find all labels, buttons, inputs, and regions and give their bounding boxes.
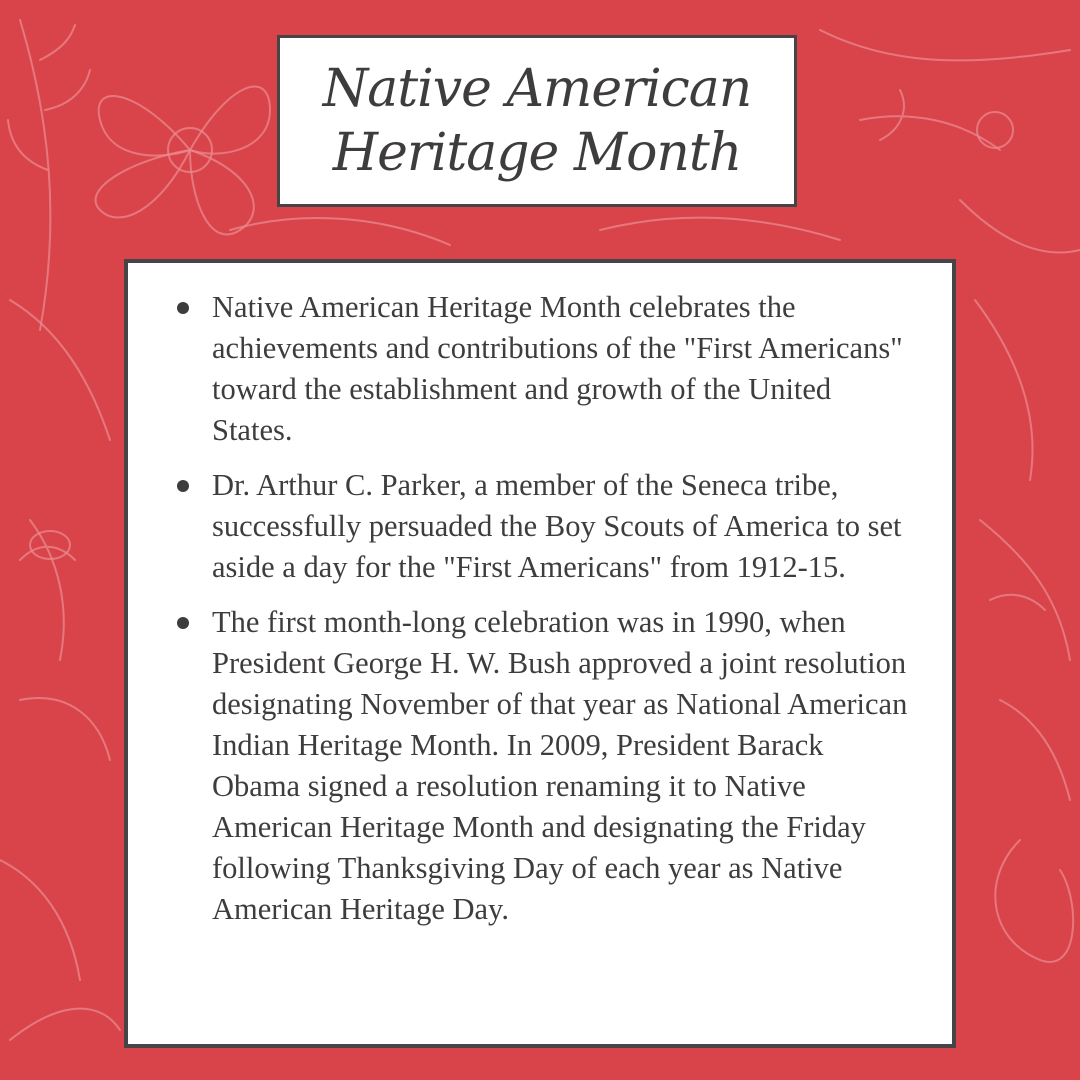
bullet-dot-icon xyxy=(177,617,189,629)
fact-item xyxy=(212,602,912,930)
branch-top-right-3 xyxy=(960,200,1080,253)
vine-left-3 xyxy=(20,520,75,660)
fact-text: Dr. Arthur C. Parker, a member of the Seneca tribe, successfully persuaded the Boy Scouts of America to set aside a day for the "First Americans" from 1912-15. xyxy=(212,468,902,584)
vine-right-2 xyxy=(980,520,1070,660)
fact-item xyxy=(212,465,912,588)
fact-item xyxy=(212,287,912,451)
vine-mid-top xyxy=(230,218,450,245)
branch-top-right-1 xyxy=(820,30,1070,60)
flower-top-right xyxy=(977,112,1013,148)
fact-text: Native American Heritage Month celebrates the achievements and contributions of the "First Americans" toward the establishment and growth of the United States. xyxy=(212,290,903,447)
title-box xyxy=(277,35,797,207)
flower-bottom-right xyxy=(995,840,1073,962)
vine-right-1 xyxy=(975,300,1033,480)
bullet-dot-icon xyxy=(177,480,189,492)
bullet-dot-icon xyxy=(177,302,189,314)
title-line-2: Heritage Month xyxy=(332,123,742,183)
fact-text: The first month-long celebration was in 1990, when President George H. W. Bush approved a joint resolution designating November of that year as National American Indian Heritage Month. In 2009, President Barack Obama signed a resolution renaming it to Native American Heritage Month and designating the Friday following Thanksgiving Day of each year as Native American Heritage Day. xyxy=(212,605,908,926)
vine-left-1 xyxy=(20,20,50,330)
vine-bottom-left xyxy=(10,1009,120,1040)
vine-right-3 xyxy=(1000,700,1070,800)
title-line-1: Native American xyxy=(322,59,752,119)
facts-box xyxy=(124,259,956,1048)
facts-list xyxy=(128,263,952,930)
vine-mid-top-2 xyxy=(600,218,840,240)
vine-left-4 xyxy=(0,698,110,980)
vine-left-2 xyxy=(10,300,110,440)
flower-top-left xyxy=(96,87,270,235)
leaves-left-1 xyxy=(8,25,90,170)
